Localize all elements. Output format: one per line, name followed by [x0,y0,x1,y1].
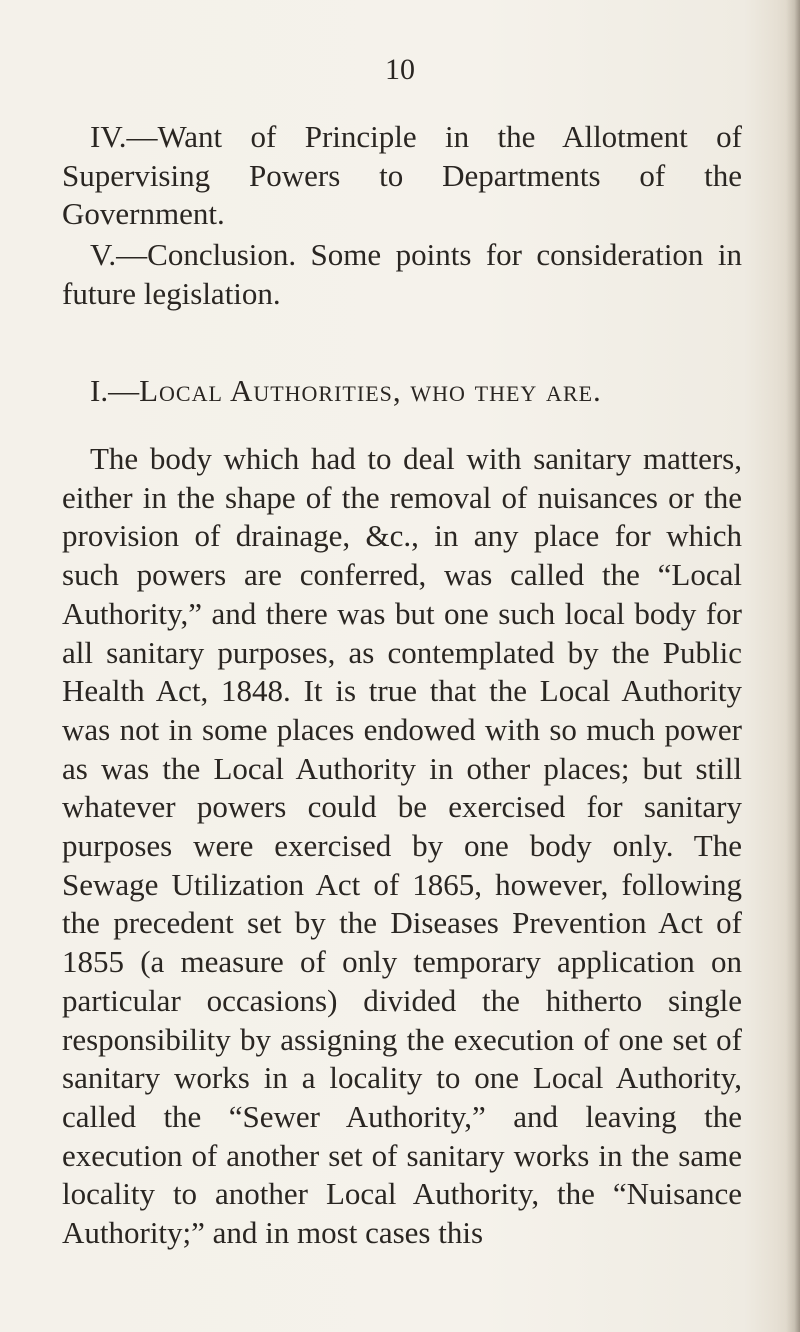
section-numeral: I.— [90,373,140,408]
section-title: Local Authorities, who they are. [139,373,602,408]
contents-item-v: V.—Conclusion. Some points for consideration in future legislation. [62,237,742,311]
body-paragraph: The body which had to deal with sanitary matters, either in the shape of the removal of nuisances or the provision of drainage, &c., in any place for which such powers are conferred, was called the “Local Authority,” and there was but one such local body for all sanitary purposes, as contemplated by the Public Health Act, 1848. It is true that the Local Authority was not in some places endowed with so much power as was the Local Authority in other places; but still whatever powers could be exercised for sanitary purposes were exercised by one body only. The Sewage Utilization Act of 1865, however, following the precedent set by the Diseases Prevention Act of 1855 (a measure of only temporary application on particular occasions) divided the hitherto single responsibility by assigning the execution of one set of sanitary works in a locality to one Local Authority, called the “Sewer Authority,” and leaving the execution of another set of sanitary works in the same locality to another Local Authority, the “Nuisance Authority;” and in most cases this [62,441,742,1251]
contents-item-iv: IV.—Want of Principle in the Allotment of Supervising Powers to Departments of the Government. [62,119,742,231]
section-heading [62,372,742,410]
page-edge-shadow [786,0,800,1332]
page-number: 10 [385,53,415,86]
